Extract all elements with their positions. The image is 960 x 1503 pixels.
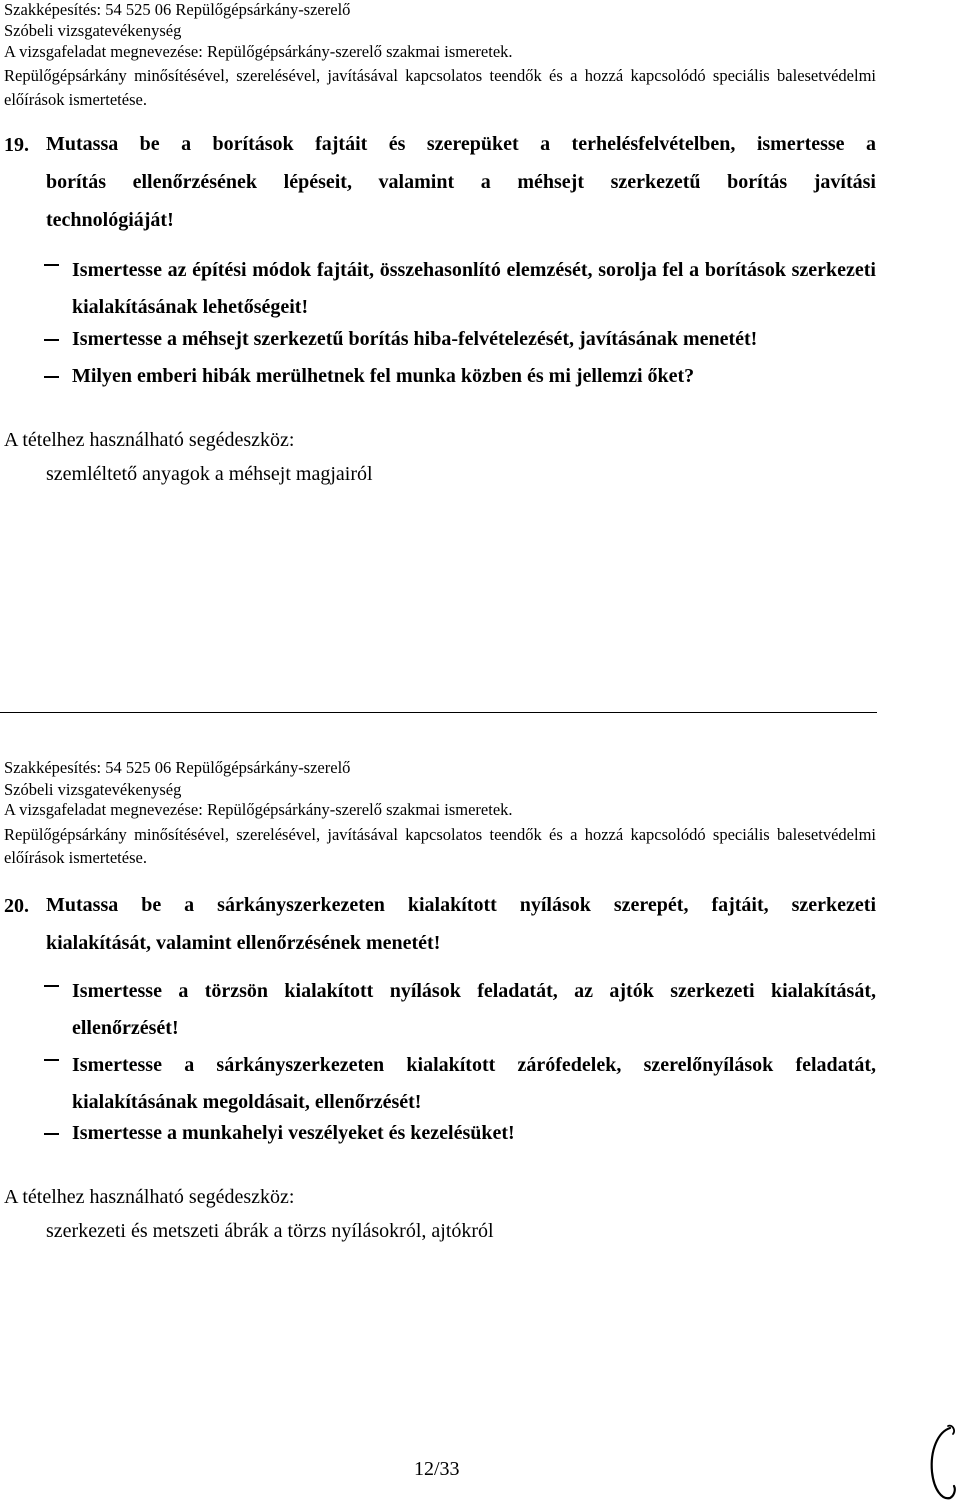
bullet-dash xyxy=(44,1059,59,1061)
subquestion-1: Ismertesse az építési módok fajtáit, összehasonlító elemzését, sorolja fel a borítások szerkezeti kialakításának lehetőségeit! xyxy=(72,259,876,318)
bullet-dash xyxy=(44,339,59,341)
bullet-dash xyxy=(44,1133,59,1135)
aid-text: szerkezeti és metszeti ábrák a törzs nyílásokról, ajtókról xyxy=(46,1220,494,1242)
question-line-1: Mutassa be a borítások fajtáit és szerepüket a terhelésfelvételben, ismertesse a xyxy=(46,133,876,155)
activity-line: Szóbeli vizsgatevékenység xyxy=(4,21,182,40)
aid-label: A tételhez használható segédeszköz: xyxy=(4,429,295,451)
qualification-line: Szakképesítés: 54 525 06 Repülőgépsárkány-szerelő xyxy=(4,0,351,19)
page-number: 12/33 xyxy=(414,1458,460,1480)
question-number: 19. xyxy=(4,134,29,156)
aid-label: A tételhez használható segédeszköz: xyxy=(4,1186,295,1208)
bullet-dash xyxy=(44,985,59,987)
activity-line: Szóbeli vizsgatevékenység xyxy=(4,780,182,799)
task-name-line: A vizsgafeladat megnevezése: Repülőgépsárkány-szerelő szakmai ismeretek. xyxy=(4,42,513,61)
bullet-dash xyxy=(44,264,59,266)
question-number: 20. xyxy=(4,895,29,917)
subquestion-2: Ismertesse a méhsejt szerkezetű borítás hiba-felvételezését, javításának menetét! xyxy=(72,328,758,350)
aid-text: szemléltető anyagok a méhsejt magjairól xyxy=(46,463,373,485)
task-description: Repülőgépsárkány minősítésével, szerelésével, javításával kapcsolatos teendők és a hozzá kapcsolódó speciális balesetvédelmi előírások ismertetése. xyxy=(4,66,876,109)
subquestion-3: Milyen emberi hibák merülhetnek fel munka közben és mi jellemzi őket? xyxy=(72,365,695,387)
task-name-line: A vizsgafeladat megnevezése: Repülőgépsárkány-szerelő szakmai ismeretek. xyxy=(4,800,513,819)
task-description: Repülőgépsárkány minősítésével, szerelésével, javításával kapcsolatos teendők és a hozzá kapcsolódó speciális balesetvédelmi előírások ismertetése. xyxy=(4,825,876,867)
subquestion-1: Ismertesse a törzsön kialakított nyílások feladatát, az ajtók szerkezeti kialakítását, ellenőrzését! xyxy=(72,980,876,1039)
question-line-2: kialakítását, valamint ellenőrzésének menetét! xyxy=(46,932,441,954)
subquestion-2: Ismertesse a sárkányszerkezeten kialakított zárófedelek, szerelőnyílások feladatát, kialakításának megoldásait, ellenőrzését! xyxy=(72,1054,876,1113)
question-line-1: Mutassa be a sárkányszerkezeten kialakított nyílások szerepét, fajtáit, szerkezeti xyxy=(46,894,876,916)
signature-mark xyxy=(920,1420,960,1503)
question-line-3: technológiáját! xyxy=(46,209,174,231)
qualification-line: Szakképesítés: 54 525 06 Repülőgépsárkány-szerelő xyxy=(4,758,351,777)
question-line-2: borítás ellenőrzésének lépéseit, valamint a méhsejt szerkezetű borítás javítási xyxy=(46,171,876,193)
bullet-dash xyxy=(44,376,59,378)
subquestion-3: Ismertesse a munkahelyi veszélyeket és kezelésüket! xyxy=(72,1122,515,1144)
separator-line xyxy=(0,712,877,713)
